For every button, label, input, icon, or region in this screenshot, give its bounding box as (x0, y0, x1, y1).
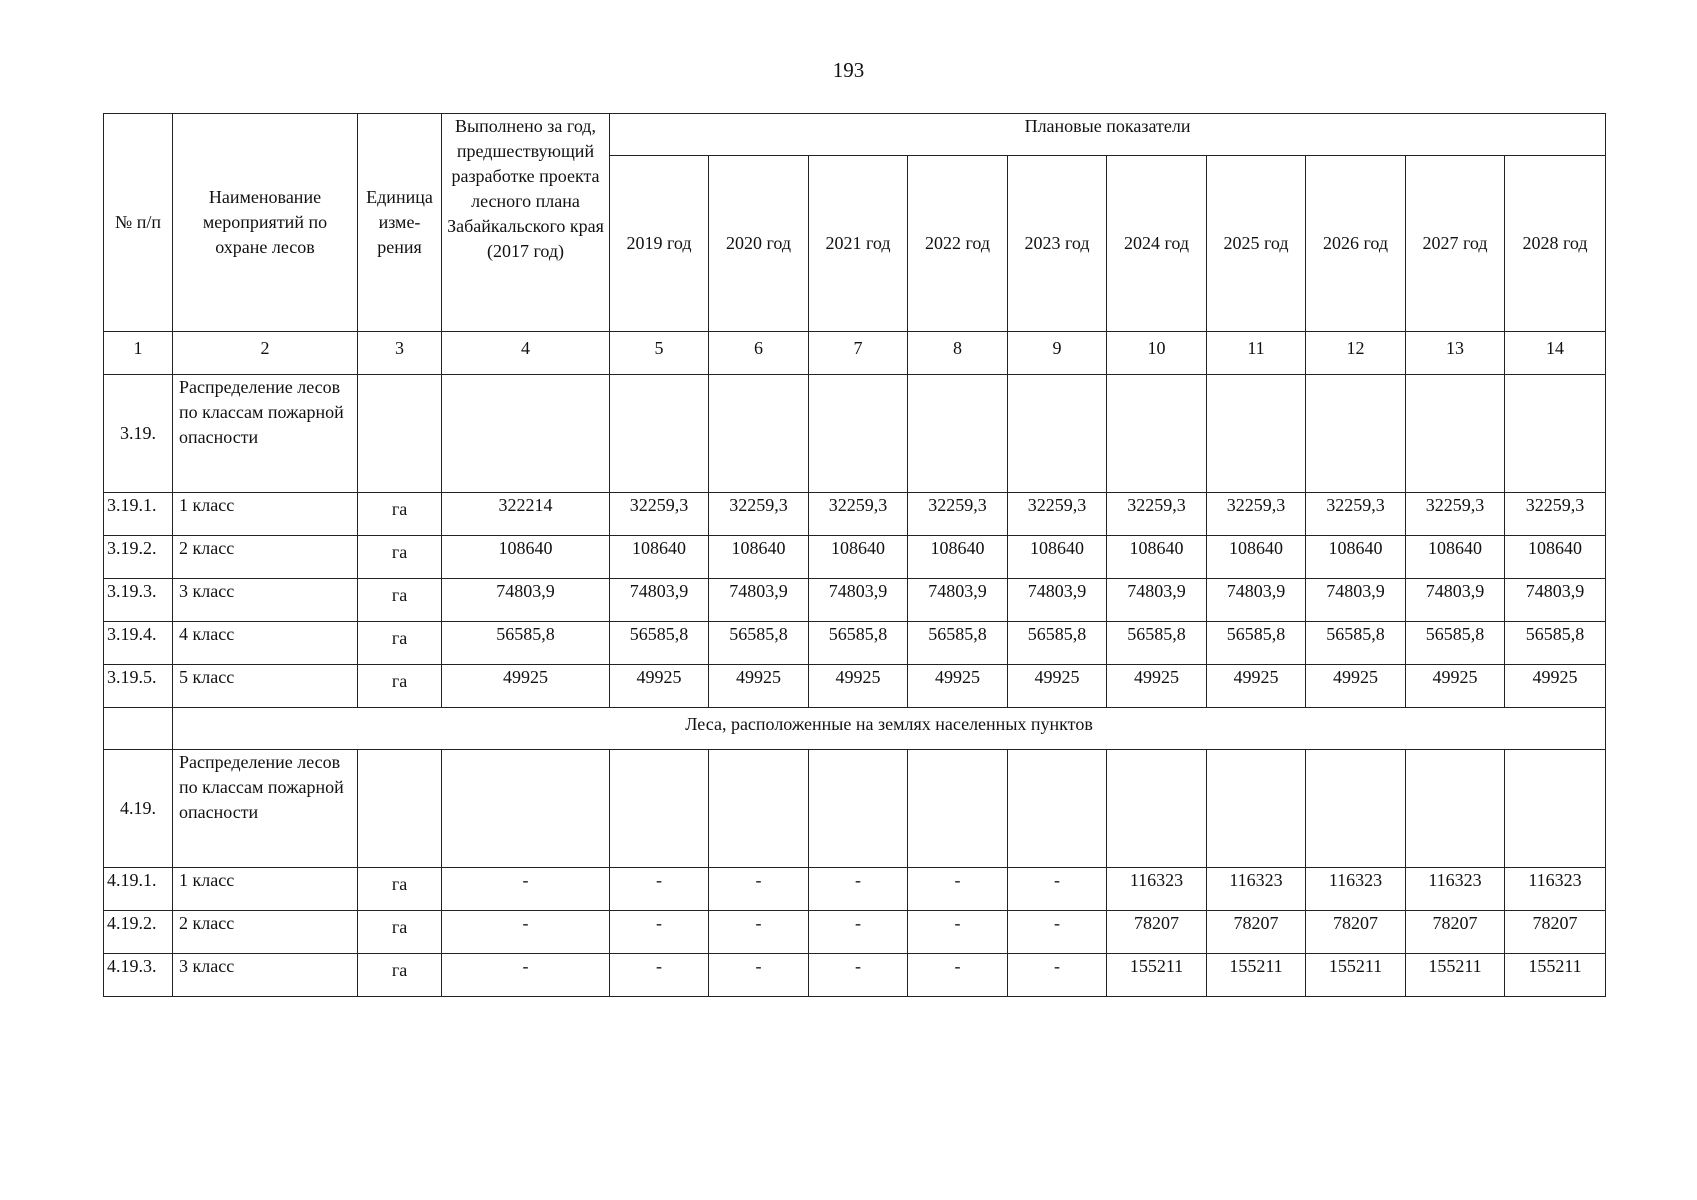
row-year-value: 74803,9 (1406, 579, 1505, 622)
row-year-value: 108640 (1306, 536, 1406, 579)
row-unit: га (358, 579, 442, 622)
row-year-value: 108640 (1107, 536, 1207, 579)
row-index: 3.19. (104, 375, 173, 493)
row-year-value: 49925 (1207, 665, 1306, 708)
row-year-value: 49925 (1107, 665, 1207, 708)
row-year-value: 108640 (1207, 536, 1306, 579)
column-number: 5 (610, 332, 709, 375)
row-index: 3.19.5. (104, 665, 173, 708)
column-number: 12 (1306, 332, 1406, 375)
table-row (104, 493, 1606, 536)
group-header-row (104, 375, 1606, 493)
header-year: 2026 год (1306, 156, 1406, 332)
row-name: Распределение лесов по классам пожарной опасности (173, 375, 358, 493)
row-year-value: 56585,8 (1008, 622, 1107, 665)
row-index: 3.19.3. (104, 579, 173, 622)
empty-cell (1008, 750, 1107, 868)
row-name: 5 класс (173, 665, 358, 708)
row-year-value: - (809, 954, 908, 997)
table-row (104, 954, 1606, 997)
table-row (104, 579, 1606, 622)
row-year-value: 74803,9 (1505, 579, 1606, 622)
row-name: 1 класс (173, 493, 358, 536)
section-row (104, 708, 1606, 750)
header-year: 2027 год (1406, 156, 1505, 332)
header-year: 2019 год (610, 156, 709, 332)
column-number: 7 (809, 332, 908, 375)
row-year-value: 116323 (1306, 868, 1406, 911)
row-year-value: - (1008, 954, 1107, 997)
row-year-value: 155211 (1107, 954, 1207, 997)
empty-cell (809, 750, 908, 868)
row-year-value: - (610, 911, 709, 954)
empty-cell (809, 375, 908, 493)
row-year-value: 32259,3 (1207, 493, 1306, 536)
column-number: 14 (1505, 332, 1606, 375)
forest-protection-table (103, 113, 1606, 997)
row-year-value: 108640 (610, 536, 709, 579)
row-year-value: 32259,3 (1008, 493, 1107, 536)
header-unit: Единица изме-рения (358, 114, 442, 332)
row-year-value: - (908, 868, 1008, 911)
row-year-value: - (610, 868, 709, 911)
empty-cell (709, 375, 809, 493)
row-name: 3 класс (173, 579, 358, 622)
row-year-value: 56585,8 (709, 622, 809, 665)
row-year-value: 108640 (1406, 536, 1505, 579)
row-year-value: - (908, 954, 1008, 997)
table-row (104, 911, 1606, 954)
row-year-value: - (1008, 868, 1107, 911)
row-year-value: 155211 (1207, 954, 1306, 997)
row-year-value: - (1008, 911, 1107, 954)
row-year-value: 74803,9 (809, 579, 908, 622)
empty-cell (1406, 750, 1505, 868)
column-number: 9 (1008, 332, 1107, 375)
row-year-value: 74803,9 (1306, 579, 1406, 622)
table-row (104, 868, 1606, 911)
group-header-row (104, 750, 1606, 868)
empty-cell (1306, 750, 1406, 868)
row-year-value: - (709, 911, 809, 954)
row-done-value: 74803,9 (442, 579, 610, 622)
column-number: 10 (1107, 332, 1207, 375)
empty-cell (104, 708, 173, 750)
column-number: 1 (104, 332, 173, 375)
header-year: 2028 год (1505, 156, 1606, 332)
row-year-value: 49925 (809, 665, 908, 708)
row-year-value: 49925 (1008, 665, 1107, 708)
column-number: 3 (358, 332, 442, 375)
row-year-value: 32259,3 (1406, 493, 1505, 536)
row-year-value: 32259,3 (908, 493, 1008, 536)
row-year-value: 108640 (1505, 536, 1606, 579)
row-year-value: 74803,9 (1207, 579, 1306, 622)
row-year-value: 116323 (1207, 868, 1306, 911)
row-name: Распределение лесов по классам пожарной опасности (173, 750, 358, 868)
header-done: Выполнено за год, предшествующий разработке проекта лесного плана Забайкальского края (2017 год) (442, 114, 610, 332)
row-year-value: - (809, 868, 908, 911)
row-unit: га (358, 868, 442, 911)
header-row-top (104, 114, 1606, 156)
column-number: 13 (1406, 332, 1505, 375)
page-number: 193 (832, 58, 865, 82)
row-index: 3.19.2. (104, 536, 173, 579)
header-year: 2024 год (1107, 156, 1207, 332)
empty-cell (908, 375, 1008, 493)
row-year-value: 78207 (1406, 911, 1505, 954)
row-year-value: 116323 (1107, 868, 1207, 911)
row-done-value: 49925 (442, 665, 610, 708)
row-year-value: 78207 (1107, 911, 1207, 954)
row-name: 2 класс (173, 911, 358, 954)
row-year-value: 108640 (1008, 536, 1107, 579)
empty-cell (442, 375, 610, 493)
row-year-value: 155211 (1406, 954, 1505, 997)
row-unit: га (358, 954, 442, 997)
row-year-value: 155211 (1306, 954, 1406, 997)
row-index: 4.19.3. (104, 954, 173, 997)
empty-cell (1107, 375, 1207, 493)
header-name: Наименование мероприятий по охране лесов (173, 114, 358, 332)
row-unit: га (358, 911, 442, 954)
empty-cell (908, 750, 1008, 868)
row-year-value: 56585,8 (908, 622, 1008, 665)
column-number: 6 (709, 332, 809, 375)
row-index: 4.19. (104, 750, 173, 868)
row-year-value: - (610, 954, 709, 997)
empty-cell (1505, 375, 1606, 493)
column-number-row (104, 332, 1606, 375)
column-number: 2 (173, 332, 358, 375)
row-done-value: 56585,8 (442, 622, 610, 665)
header-year: 2020 год (709, 156, 809, 332)
header-num: № п/п (104, 114, 173, 332)
row-year-value: 56585,8 (610, 622, 709, 665)
column-number: 8 (908, 332, 1008, 375)
row-year-value: 78207 (1505, 911, 1606, 954)
row-year-value: - (709, 954, 809, 997)
row-unit: га (358, 493, 442, 536)
column-number: 11 (1207, 332, 1306, 375)
row-year-value: 74803,9 (1008, 579, 1107, 622)
row-year-value: 56585,8 (809, 622, 908, 665)
row-index: 3.19.4. (104, 622, 173, 665)
row-year-value: 32259,3 (1505, 493, 1606, 536)
row-year-value: 74803,9 (610, 579, 709, 622)
header-year: 2022 год (908, 156, 1008, 332)
empty-cell (1306, 375, 1406, 493)
empty-cell (442, 750, 610, 868)
row-year-value: 49925 (1505, 665, 1606, 708)
row-year-value: 116323 (1406, 868, 1505, 911)
row-year-value: 74803,9 (908, 579, 1008, 622)
row-year-value: 56585,8 (1306, 622, 1406, 665)
row-name: 4 класс (173, 622, 358, 665)
row-year-value: 56585,8 (1406, 622, 1505, 665)
row-index: 3.19.1. (104, 493, 173, 536)
header-year: 2021 год (809, 156, 908, 332)
row-year-value: - (809, 911, 908, 954)
row-year-value: 108640 (908, 536, 1008, 579)
row-year-value: 74803,9 (1107, 579, 1207, 622)
row-done-value: - (442, 954, 610, 997)
row-year-value: 74803,9 (709, 579, 809, 622)
row-index: 4.19.1. (104, 868, 173, 911)
row-year-value: - (709, 868, 809, 911)
row-name: 3 класс (173, 954, 358, 997)
header-year: 2023 год (1008, 156, 1107, 332)
row-name: 2 класс (173, 536, 358, 579)
row-year-value: 108640 (809, 536, 908, 579)
empty-cell (358, 750, 442, 868)
table-row (104, 536, 1606, 579)
row-unit: га (358, 536, 442, 579)
row-done-value: 322214 (442, 493, 610, 536)
row-unit: га (358, 665, 442, 708)
row-year-value: 49925 (709, 665, 809, 708)
row-year-value: 49925 (1406, 665, 1505, 708)
empty-cell (1406, 375, 1505, 493)
row-year-value: 32259,3 (809, 493, 908, 536)
row-year-value: 32259,3 (1107, 493, 1207, 536)
row-unit: га (358, 622, 442, 665)
header-year: 2025 год (1207, 156, 1306, 332)
row-index: 4.19.2. (104, 911, 173, 954)
row-year-value: 32259,3 (1306, 493, 1406, 536)
row-name: 1 класс (173, 868, 358, 911)
row-done-value: - (442, 911, 610, 954)
row-year-value: 56585,8 (1207, 622, 1306, 665)
empty-cell (610, 375, 709, 493)
table-row (104, 622, 1606, 665)
empty-cell (358, 375, 442, 493)
row-year-value: 78207 (1306, 911, 1406, 954)
row-year-value: 108640 (709, 536, 809, 579)
empty-cell (1207, 375, 1306, 493)
row-year-value: - (908, 911, 1008, 954)
header-plan: Плановые показатели (610, 114, 1606, 156)
empty-cell (610, 750, 709, 868)
row-year-value: 32259,3 (610, 493, 709, 536)
row-year-value: 49925 (908, 665, 1008, 708)
row-year-value: 56585,8 (1505, 622, 1606, 665)
empty-cell (1505, 750, 1606, 868)
row-year-value: 49925 (1306, 665, 1406, 708)
row-year-value: 78207 (1207, 911, 1306, 954)
empty-cell (1207, 750, 1306, 868)
empty-cell (1107, 750, 1207, 868)
empty-cell (709, 750, 809, 868)
row-year-value: 32259,3 (709, 493, 809, 536)
table-body (104, 375, 1606, 997)
row-year-value: 56585,8 (1107, 622, 1207, 665)
row-done-value: - (442, 868, 610, 911)
empty-cell (1008, 375, 1107, 493)
row-year-value: 116323 (1505, 868, 1606, 911)
row-done-value: 108640 (442, 536, 610, 579)
row-year-value: 49925 (610, 665, 709, 708)
section-title: Леса, расположенные на землях населенных пунктов (173, 708, 1606, 750)
row-year-value: 155211 (1505, 954, 1606, 997)
column-number: 4 (442, 332, 610, 375)
table-row (104, 665, 1606, 708)
